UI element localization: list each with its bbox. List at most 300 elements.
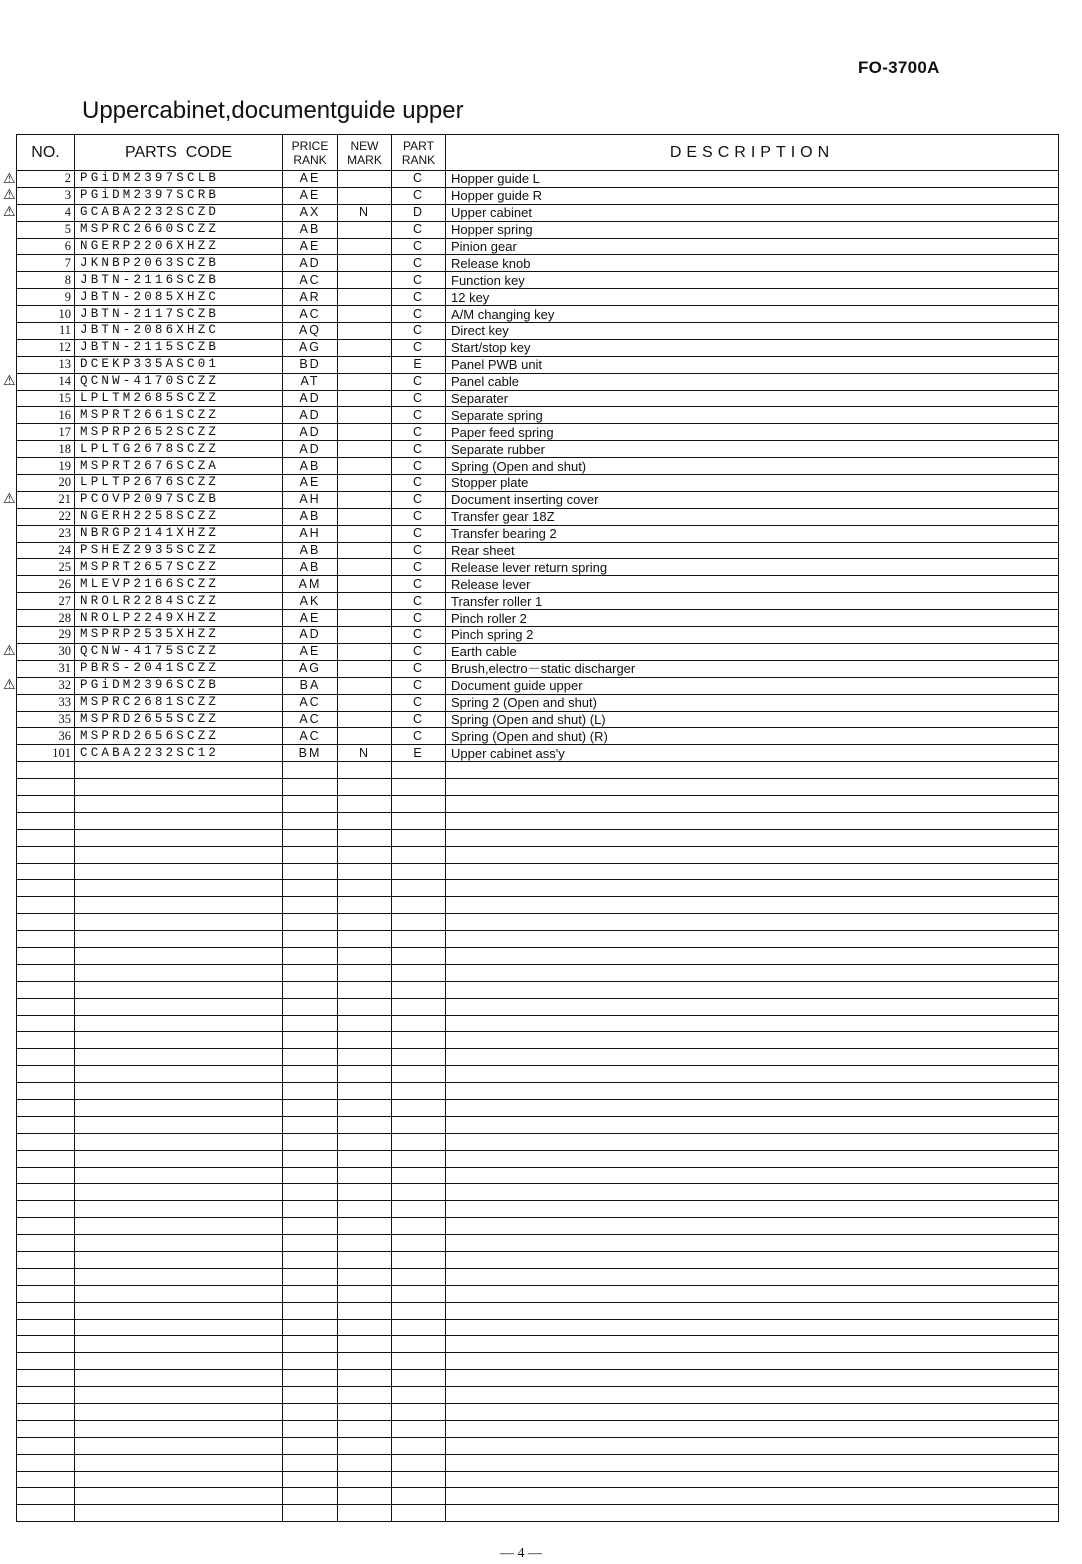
empty-cell <box>392 1032 446 1049</box>
cell-description: Spring 2 (Open and shut) <box>446 694 1059 711</box>
empty-cell <box>17 1235 75 1252</box>
empty-cell <box>17 1116 75 1133</box>
safety-warning-icon: ⚠ <box>3 643 16 660</box>
cell-part-number: 31 <box>17 660 75 677</box>
cell-new-mark <box>338 187 392 204</box>
empty-cell <box>338 1387 392 1404</box>
cell-part-rank: C <box>392 491 446 508</box>
cell-part-rank: C <box>392 711 446 728</box>
empty-cell <box>283 1201 338 1218</box>
empty-cell <box>446 1471 1059 1488</box>
cell-description: Panel cable <box>446 373 1059 390</box>
empty-cell <box>283 812 338 829</box>
cell-part-number: 33 <box>17 694 75 711</box>
empty-cell <box>75 1437 283 1454</box>
cell-description: Release knob <box>446 255 1059 272</box>
cell-new-mark <box>338 339 392 356</box>
table-row <box>17 508 1059 525</box>
empty-cell <box>75 1370 283 1387</box>
empty-cell <box>17 964 75 981</box>
empty-cell <box>17 795 75 812</box>
empty-cell <box>75 1420 283 1437</box>
empty-cell <box>283 1370 338 1387</box>
empty-cell <box>446 1235 1059 1252</box>
empty-row <box>17 1370 1059 1387</box>
empty-cell <box>17 779 75 796</box>
cell-new-mark <box>338 593 392 610</box>
cell-description: Hopper guide L <box>446 171 1059 188</box>
cell-new-mark <box>338 576 392 593</box>
empty-cell <box>17 863 75 880</box>
cell-parts-code: MSPRC2660SCZZ <box>75 221 283 238</box>
cell-price-rank: AE <box>283 238 338 255</box>
cell-description: Panel PWB unit <box>446 356 1059 373</box>
cell-part-rank: C <box>392 559 446 576</box>
table-row <box>17 627 1059 644</box>
cell-part-number: 13 <box>17 356 75 373</box>
empty-cell <box>75 1150 283 1167</box>
empty-cell <box>392 1471 446 1488</box>
empty-cell <box>17 1083 75 1100</box>
cell-description: Release lever return spring <box>446 559 1059 576</box>
empty-cell <box>392 1454 446 1471</box>
empty-row <box>17 1184 1059 1201</box>
empty-cell <box>283 880 338 897</box>
cell-new-mark <box>338 356 392 373</box>
cell-parts-code: LPLTP2676SCZZ <box>75 475 283 492</box>
cell-parts-code: GCABA2232SCZD <box>75 204 283 221</box>
empty-cell <box>338 1336 392 1353</box>
cell-new-mark <box>338 373 392 390</box>
empty-cell <box>446 779 1059 796</box>
cell-description: Document inserting cover <box>446 491 1059 508</box>
cell-part-rank: C <box>392 373 446 390</box>
empty-cell <box>75 1015 283 1032</box>
column-header-price-rank <box>283 135 338 171</box>
column-header-description: DESCRIPTION <box>446 135 1059 171</box>
cell-part-rank: C <box>392 323 446 340</box>
cell-part-rank: C <box>392 272 446 289</box>
empty-cell <box>338 897 392 914</box>
cell-parts-code: MSPRD2655SCZZ <box>75 711 283 728</box>
cell-price-rank: AD <box>283 441 338 458</box>
cell-price-rank: AC <box>283 711 338 728</box>
cell-parts-code: JBTN-2116SCZB <box>75 272 283 289</box>
empty-cell <box>446 1404 1059 1421</box>
empty-cell <box>392 1049 446 1066</box>
empty-cell <box>283 1319 338 1336</box>
empty-cell <box>446 1454 1059 1471</box>
cell-parts-code: MSPRP2652SCZZ <box>75 424 283 441</box>
cell-description: Direct key <box>446 323 1059 340</box>
empty-cell <box>338 779 392 796</box>
empty-cell <box>17 931 75 948</box>
cell-new-mark <box>338 424 392 441</box>
empty-cell <box>392 863 446 880</box>
empty-cell <box>392 1150 446 1167</box>
column-header-new-mark <box>338 135 392 171</box>
empty-cell <box>338 1015 392 1032</box>
empty-cell <box>392 1488 446 1505</box>
empty-cell <box>338 812 392 829</box>
empty-row <box>17 1133 1059 1150</box>
empty-cell <box>283 795 338 812</box>
empty-cell <box>17 1184 75 1201</box>
cell-parts-code: MSPRP2535XHZZ <box>75 627 283 644</box>
cell-part-number: 18 <box>17 441 75 458</box>
cell-price-rank: AC <box>283 728 338 745</box>
cell-price-rank: AD <box>283 627 338 644</box>
empty-cell <box>283 1336 338 1353</box>
table-row <box>17 475 1059 492</box>
cell-new-mark <box>338 171 392 188</box>
cell-part-number: 9 <box>17 289 75 306</box>
empty-cell <box>338 1066 392 1083</box>
empty-row <box>17 914 1059 931</box>
cell-part-number: 21 <box>17 491 75 508</box>
cell-new-mark <box>338 610 392 627</box>
empty-cell <box>446 1116 1059 1133</box>
empty-cell <box>446 1319 1059 1336</box>
cell-description: Release lever <box>446 576 1059 593</box>
empty-cell <box>392 880 446 897</box>
empty-cell <box>17 1488 75 1505</box>
cell-parts-code: PGiDM2397SCLB <box>75 171 283 188</box>
cell-description: Separate spring <box>446 407 1059 424</box>
table-row <box>17 424 1059 441</box>
cell-price-rank: AB <box>283 559 338 576</box>
empty-row <box>17 1302 1059 1319</box>
empty-cell <box>338 1032 392 1049</box>
empty-cell <box>75 998 283 1015</box>
cell-parts-code: MLEVP2166SCZZ <box>75 576 283 593</box>
empty-row <box>17 762 1059 779</box>
empty-cell <box>283 1404 338 1421</box>
table-row <box>17 390 1059 407</box>
cell-part-rank: C <box>392 238 446 255</box>
cell-new-mark <box>338 677 392 694</box>
empty-row <box>17 846 1059 863</box>
cell-part-rank: E <box>392 745 446 762</box>
table-header-row <box>17 135 1059 171</box>
cell-parts-code: LPLTM2685SCZZ <box>75 390 283 407</box>
empty-cell <box>446 1083 1059 1100</box>
cell-parts-code: MSPRT2657SCZZ <box>75 559 283 576</box>
empty-cell <box>392 931 446 948</box>
safety-warning-icon: ⚠ <box>3 677 16 694</box>
cell-part-rank: C <box>392 508 446 525</box>
empty-cell <box>283 1437 338 1454</box>
cell-part-number: 2 <box>17 171 75 188</box>
empty-cell <box>75 981 283 998</box>
cell-part-number: 15 <box>17 390 75 407</box>
empty-row <box>17 1150 1059 1167</box>
empty-cell <box>446 1049 1059 1066</box>
empty-cell <box>392 1505 446 1522</box>
empty-cell <box>446 1015 1059 1032</box>
empty-row <box>17 897 1059 914</box>
cell-parts-code: LPLTG2678SCZZ <box>75 441 283 458</box>
cell-description: Start/stop key <box>446 339 1059 356</box>
cell-price-rank: AR <box>283 289 338 306</box>
empty-cell <box>17 1150 75 1167</box>
empty-cell <box>75 812 283 829</box>
cell-new-mark <box>338 627 392 644</box>
empty-cell <box>283 947 338 964</box>
cell-parts-code: CCABA2232SC12 <box>75 745 283 762</box>
table-row <box>17 745 1059 762</box>
cell-parts-code: NROLP2249XHZZ <box>75 610 283 627</box>
empty-cell <box>17 1049 75 1066</box>
empty-cell <box>17 1252 75 1269</box>
empty-row <box>17 1083 1059 1100</box>
price-rank-line1: PRICE <box>291 138 329 153</box>
empty-cell <box>446 998 1059 1015</box>
cell-description: 12 key <box>446 289 1059 306</box>
empty-cell <box>75 1319 283 1336</box>
cell-price-rank: AC <box>283 272 338 289</box>
cell-part-number: 10 <box>17 306 75 323</box>
empty-cell <box>446 1353 1059 1370</box>
empty-row <box>17 1201 1059 1218</box>
cell-part-number: 28 <box>17 610 75 627</box>
table-row <box>17 407 1059 424</box>
price-rank-line2: RANK <box>293 152 327 167</box>
cell-description: Transfer roller 1 <box>446 593 1059 610</box>
empty-cell <box>392 1268 446 1285</box>
cell-part-rank: C <box>392 458 446 475</box>
empty-cell <box>446 1032 1059 1049</box>
empty-cell <box>338 1184 392 1201</box>
empty-cell <box>75 897 283 914</box>
empty-cell <box>75 1252 283 1269</box>
empty-cell <box>392 1116 446 1133</box>
cell-part-rank: C <box>392 171 446 188</box>
empty-cell <box>338 1404 392 1421</box>
cell-part-rank: C <box>392 339 446 356</box>
empty-cell <box>75 1285 283 1302</box>
cell-new-mark <box>338 660 392 677</box>
empty-cell <box>75 846 283 863</box>
empty-cell <box>17 1437 75 1454</box>
cell-part-rank: C <box>392 525 446 542</box>
table-row <box>17 306 1059 323</box>
empty-cell <box>338 964 392 981</box>
empty-row <box>17 812 1059 829</box>
cell-description: Separate rubber <box>446 441 1059 458</box>
cell-part-rank: C <box>392 390 446 407</box>
table-row <box>17 289 1059 306</box>
cell-part-rank: E <box>392 356 446 373</box>
cell-price-rank: AC <box>283 694 338 711</box>
empty-cell <box>392 762 446 779</box>
table-row <box>17 542 1059 559</box>
empty-cell <box>446 1370 1059 1387</box>
empty-cell <box>75 762 283 779</box>
table-row <box>17 677 1059 694</box>
cell-new-mark <box>338 272 392 289</box>
empty-cell <box>283 1235 338 1252</box>
empty-row <box>17 863 1059 880</box>
cell-part-rank: C <box>392 627 446 644</box>
empty-cell <box>446 947 1059 964</box>
table-row <box>17 356 1059 373</box>
safety-warning-icon: ⚠ <box>3 187 16 204</box>
cell-description: Function key <box>446 272 1059 289</box>
cell-new-mark <box>338 525 392 542</box>
empty-cell <box>446 964 1059 981</box>
cell-part-rank: C <box>392 441 446 458</box>
cell-part-number: 4 <box>17 204 75 221</box>
empty-cell <box>338 947 392 964</box>
empty-cell <box>338 914 392 931</box>
empty-cell <box>446 1420 1059 1437</box>
empty-cell <box>283 1049 338 1066</box>
empty-cell <box>338 1150 392 1167</box>
empty-cell <box>338 1133 392 1150</box>
cell-parts-code: NBRGP2141XHZZ <box>75 525 283 542</box>
empty-cell <box>283 829 338 846</box>
table-row <box>17 643 1059 660</box>
empty-cell <box>283 846 338 863</box>
empty-cell <box>392 1437 446 1454</box>
cell-new-mark <box>338 559 392 576</box>
cell-parts-code: MSPRT2661SCZZ <box>75 407 283 424</box>
empty-cell <box>283 1268 338 1285</box>
cell-part-number: 20 <box>17 475 75 492</box>
cell-part-number: 36 <box>17 728 75 745</box>
empty-cell <box>392 1252 446 1269</box>
cell-new-mark <box>338 255 392 272</box>
empty-cell <box>392 897 446 914</box>
empty-cell <box>17 981 75 998</box>
cell-price-rank: AE <box>283 475 338 492</box>
table-row <box>17 238 1059 255</box>
empty-cell <box>338 1488 392 1505</box>
empty-cell <box>283 981 338 998</box>
empty-cell <box>392 1235 446 1252</box>
empty-cell <box>446 795 1059 812</box>
cell-part-number: 24 <box>17 542 75 559</box>
empty-cell <box>75 1454 283 1471</box>
empty-cell <box>446 1066 1059 1083</box>
cell-price-rank: AG <box>283 339 338 356</box>
empty-cell <box>75 914 283 931</box>
safety-warning-icon: ⚠ <box>3 204 16 221</box>
cell-price-rank: AH <box>283 525 338 542</box>
empty-cell <box>75 1471 283 1488</box>
table-row <box>17 441 1059 458</box>
empty-cell <box>283 1133 338 1150</box>
empty-cell <box>75 1353 283 1370</box>
empty-cell <box>75 964 283 981</box>
empty-row <box>17 1437 1059 1454</box>
empty-cell <box>283 964 338 981</box>
empty-cell <box>75 1336 283 1353</box>
cell-parts-code: JBTN-2086XHZC <box>75 323 283 340</box>
cell-new-mark <box>338 458 392 475</box>
cell-price-rank: AD <box>283 255 338 272</box>
empty-cell <box>392 1285 446 1302</box>
empty-cell <box>283 897 338 914</box>
cell-part-number: 11 <box>17 323 75 340</box>
empty-cell <box>392 779 446 796</box>
empty-cell <box>75 1268 283 1285</box>
cell-part-rank: C <box>392 255 446 272</box>
cell-description: Hopper spring <box>446 221 1059 238</box>
empty-cell <box>17 1505 75 1522</box>
empty-cell <box>17 1370 75 1387</box>
empty-row <box>17 880 1059 897</box>
cell-part-number: 12 <box>17 339 75 356</box>
empty-cell <box>392 1387 446 1404</box>
table-row <box>17 272 1059 289</box>
cell-price-rank: AE <box>283 610 338 627</box>
cell-parts-code: NROLR2284SCZZ <box>75 593 283 610</box>
empty-cell <box>283 1150 338 1167</box>
cell-description: Brush,electro－static discharger <box>446 660 1059 677</box>
cell-parts-code: NGERH2258SCZZ <box>75 508 283 525</box>
empty-cell <box>446 1302 1059 1319</box>
cell-part-rank: C <box>392 576 446 593</box>
part-rank-line2: RANK <box>401 152 436 167</box>
column-header-part-rank <box>392 135 446 171</box>
empty-cell <box>283 1488 338 1505</box>
empty-cell <box>392 1066 446 1083</box>
empty-row <box>17 1167 1059 1184</box>
empty-cell <box>446 914 1059 931</box>
empty-cell <box>392 846 446 863</box>
empty-cell <box>446 897 1059 914</box>
empty-cell <box>75 1049 283 1066</box>
empty-cell <box>17 1099 75 1116</box>
empty-row <box>17 1066 1059 1083</box>
cell-price-rank: AE <box>283 171 338 188</box>
empty-cell <box>283 1353 338 1370</box>
cell-price-rank: AB <box>283 458 338 475</box>
cell-part-rank: C <box>392 475 446 492</box>
empty-cell <box>17 1285 75 1302</box>
cell-parts-code: PSHEZ2935SCZZ <box>75 542 283 559</box>
cell-part-number: 8 <box>17 272 75 289</box>
empty-cell <box>392 1167 446 1184</box>
empty-row <box>17 1420 1059 1437</box>
empty-row <box>17 1471 1059 1488</box>
cell-parts-code: JKNBP2063SCZB <box>75 255 283 272</box>
empty-cell <box>283 1420 338 1437</box>
cell-price-rank: AB <box>283 508 338 525</box>
cell-part-number: 29 <box>17 627 75 644</box>
empty-row <box>17 1387 1059 1404</box>
empty-row <box>17 1252 1059 1269</box>
cell-parts-code: MSPRT2676SCZA <box>75 458 283 475</box>
safety-warning-icon: ⚠ <box>3 491 16 508</box>
empty-cell <box>75 863 283 880</box>
table-row <box>17 711 1059 728</box>
cell-part-number: 26 <box>17 576 75 593</box>
empty-cell <box>338 1218 392 1235</box>
cell-new-mark <box>338 475 392 492</box>
table-row <box>17 221 1059 238</box>
empty-cell <box>75 1032 283 1049</box>
cell-part-rank: D <box>392 204 446 221</box>
cell-part-number: 17 <box>17 424 75 441</box>
empty-cell <box>283 1471 338 1488</box>
cell-description: A/M changing key <box>446 306 1059 323</box>
empty-row <box>17 1454 1059 1471</box>
cell-new-mark <box>338 491 392 508</box>
empty-cell <box>17 846 75 863</box>
